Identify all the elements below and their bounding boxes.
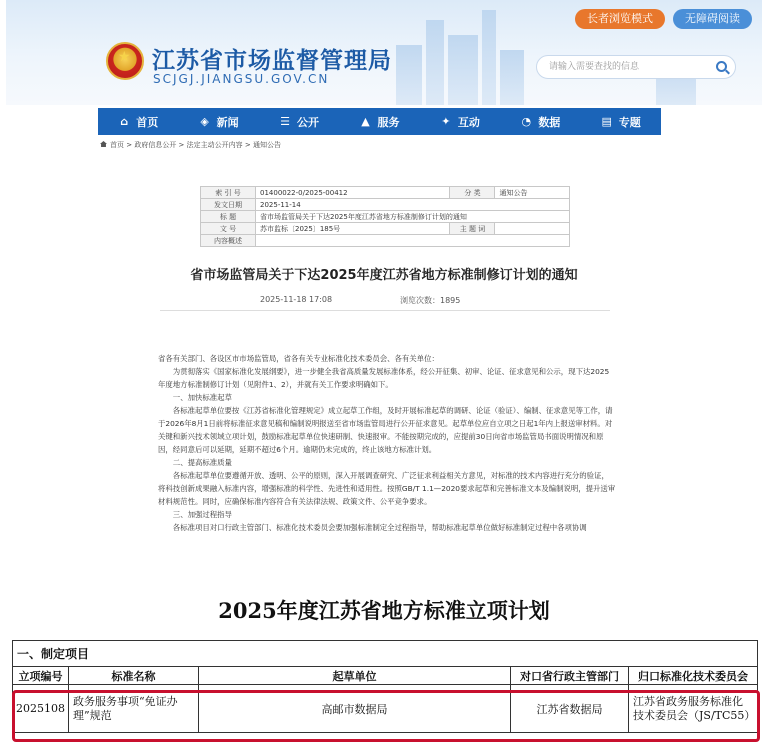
col-header-id: 立项编号 <box>13 667 69 685</box>
breadcrumb[interactable] <box>100 140 281 150</box>
col-header-drafter: 起草单位 <box>199 667 511 685</box>
search-icon[interactable] <box>716 61 727 72</box>
col-header-name: 标准名称 <box>69 667 199 685</box>
banner-building <box>396 45 422 105</box>
nav-label: 服务 <box>377 115 400 129</box>
document-info-table <box>200 186 570 247</box>
open-icon: ☰ <box>280 114 290 128</box>
cell-committee: 江苏省政务服务标准化技术委员会（JS/TC55） <box>629 685 758 733</box>
nav-label: 公开 <box>297 115 320 129</box>
keyword-value <box>495 223 570 235</box>
accessible-reading-button[interactable]: 无障碍阅读 <box>673 9 752 29</box>
search-placeholder: 请输入需要查找的信息 <box>549 62 640 72</box>
publish-time: 2025-11-18 17:08 <box>260 295 333 304</box>
docno-label: 文 号 <box>201 223 256 235</box>
plan-section-label: 一、制定项目 <box>13 641 758 667</box>
elder-mode-button[interactable]: 长者浏览模式 <box>575 9 665 29</box>
body-paragraph: 各标准起草单位要遵循开放、透明、公平的原则，深入开展调查研究、广泛征求利益相关方意见，对标准的技术内容进行充分的验证，将科技创新成果融入标准内容，增强标准的科学性、先进性和适用性。按照GB/T 1.1—2020要求起草和完善标准文本及编制说明，提升送审材料规范性。同时，应确保标准内容符合有关法律法规、政策文件、公平竞争要求。 <box>158 471 616 506</box>
body-heading: 三、加强过程指导 <box>172 510 232 519</box>
body-heading: 二、提高标准质量 <box>172 458 232 467</box>
nav-item-topic[interactable] <box>581 114 661 130</box>
docno-value: 苏市监标〔2025〕185号 <box>256 223 450 235</box>
nav-item-data[interactable] <box>500 114 580 130</box>
header-banner <box>6 0 762 105</box>
interaction-icon: ✦ <box>441 114 451 128</box>
nav-label: 专题 <box>618 115 641 129</box>
document-title: 省市场监管局关于下达2025年度江苏省地方标准制修订计划的通知 <box>190 268 578 283</box>
national-emblem-icon <box>106 42 144 80</box>
view-count: 浏览次数：1895 <box>400 296 461 305</box>
cell-id: 2025108 <box>13 685 69 733</box>
cell-drafter: 高邮市数据局 <box>199 685 511 733</box>
col-header-dept: 对口省行政主管部门 <box>511 667 629 685</box>
date-label: 发文日期 <box>201 199 256 211</box>
service-icon: ▲ <box>361 114 370 128</box>
banner-building <box>500 50 524 105</box>
body-paragraph: 各标准项目对口行政主管部门、标准化技术委员会要加强标准制定全过程指导，帮助标准起草单位做好标准制定过程中各项协调 <box>172 523 587 532</box>
topic-icon: ▤ <box>601 114 612 128</box>
banner-building <box>482 10 496 105</box>
row-highlight-box <box>12 690 760 742</box>
summary-value <box>256 235 570 247</box>
cell-dept: 江苏省数据局 <box>511 685 629 733</box>
banner-building <box>448 35 478 105</box>
category-label: 分 类 <box>450 187 495 199</box>
nav-label: 互动 <box>457 115 480 129</box>
nav-item-open[interactable] <box>259 114 339 130</box>
body-paragraph: 省各有关部门、各设区市市场监管局，省各有关专业标准化技术委员会、各有关单位： <box>158 354 439 363</box>
body-paragraph: 各标准起草单位要按《江苏省标准化管理规定》成立起草工作组，及时开展标准起草的调研、论证（验证）、编制、征求意见等工作，请于2026年8月1日前将标准征求意见稿和编制说明报送至省市场监管局进行公开征求意见。起草单位应自立项之日起1年内上报送审材料。对关键和新兴技术领域立项计划，鼓励标准起草单位快速研制、快速报审。不能按期完成的，应提前30日向省市场监管局书面说明情况和原因，经同意后可以延期，延期不超过6个月。逾期仍未完成的，终止该地方标准计划。 <box>158 406 613 454</box>
title-value: 省市场监管局关于下达2025年度江苏省地方标准制修订计划的通知 <box>256 211 570 223</box>
document-body <box>158 352 616 534</box>
category-value: 通知公告 <box>495 187 570 199</box>
nav-item-home[interactable] <box>98 114 178 130</box>
nav-label: 首页 <box>136 115 159 129</box>
plan-title: 2025年度江苏省地方标准立项计划 <box>218 598 550 623</box>
body-paragraph: 为贯彻落实《国家标准化发展纲要》，进一步健全我省高质量发展标准体系，经公开征集、初审、论证、征求意见和公示，现下达2025年度地方标准制修订计划（见附件1、2），并就有关工作要求明确如下。 <box>158 367 610 389</box>
site-title[interactable]: 江苏省市场监督管理局 <box>152 48 392 74</box>
index-label: 索 引 号 <box>201 187 256 199</box>
news-icon: ◈ <box>200 114 209 128</box>
banner-building <box>426 20 444 105</box>
site-domain: SCJGJ.JIANGSU.GOV.CN <box>153 72 330 86</box>
nav-item-news[interactable] <box>178 114 258 130</box>
keyword-label: 主 题 词 <box>450 223 495 235</box>
index-value: 01400022-0/2025-00412 <box>256 187 450 199</box>
nav-label: 新闻 <box>216 115 239 129</box>
main-nav <box>98 108 661 135</box>
document-meta <box>160 291 610 311</box>
nav-label: 数据 <box>538 115 561 129</box>
body-heading: 一、加快标准起草 <box>172 393 232 402</box>
breadcrumb-home-icon <box>100 141 107 147</box>
title-label: 标 题 <box>201 211 256 223</box>
search-input[interactable] <box>536 55 736 79</box>
home-icon: ⌂ <box>120 114 129 128</box>
summary-label: 内容概述 <box>201 235 256 247</box>
nav-item-service[interactable] <box>339 114 419 130</box>
col-header-committee: 归口标准化技术委员会 <box>629 667 758 685</box>
date-value: 2025-11-14 <box>256 199 570 211</box>
nav-item-interaction[interactable] <box>420 114 500 130</box>
cell-name: 政务服务事项“免证办理”规范 <box>69 685 199 733</box>
breadcrumb-text[interactable]: 首页 > 政府信息公开 > 法定主动公开内容 > 通知公告 <box>110 141 281 149</box>
data-icon: ◔ <box>521 114 532 128</box>
